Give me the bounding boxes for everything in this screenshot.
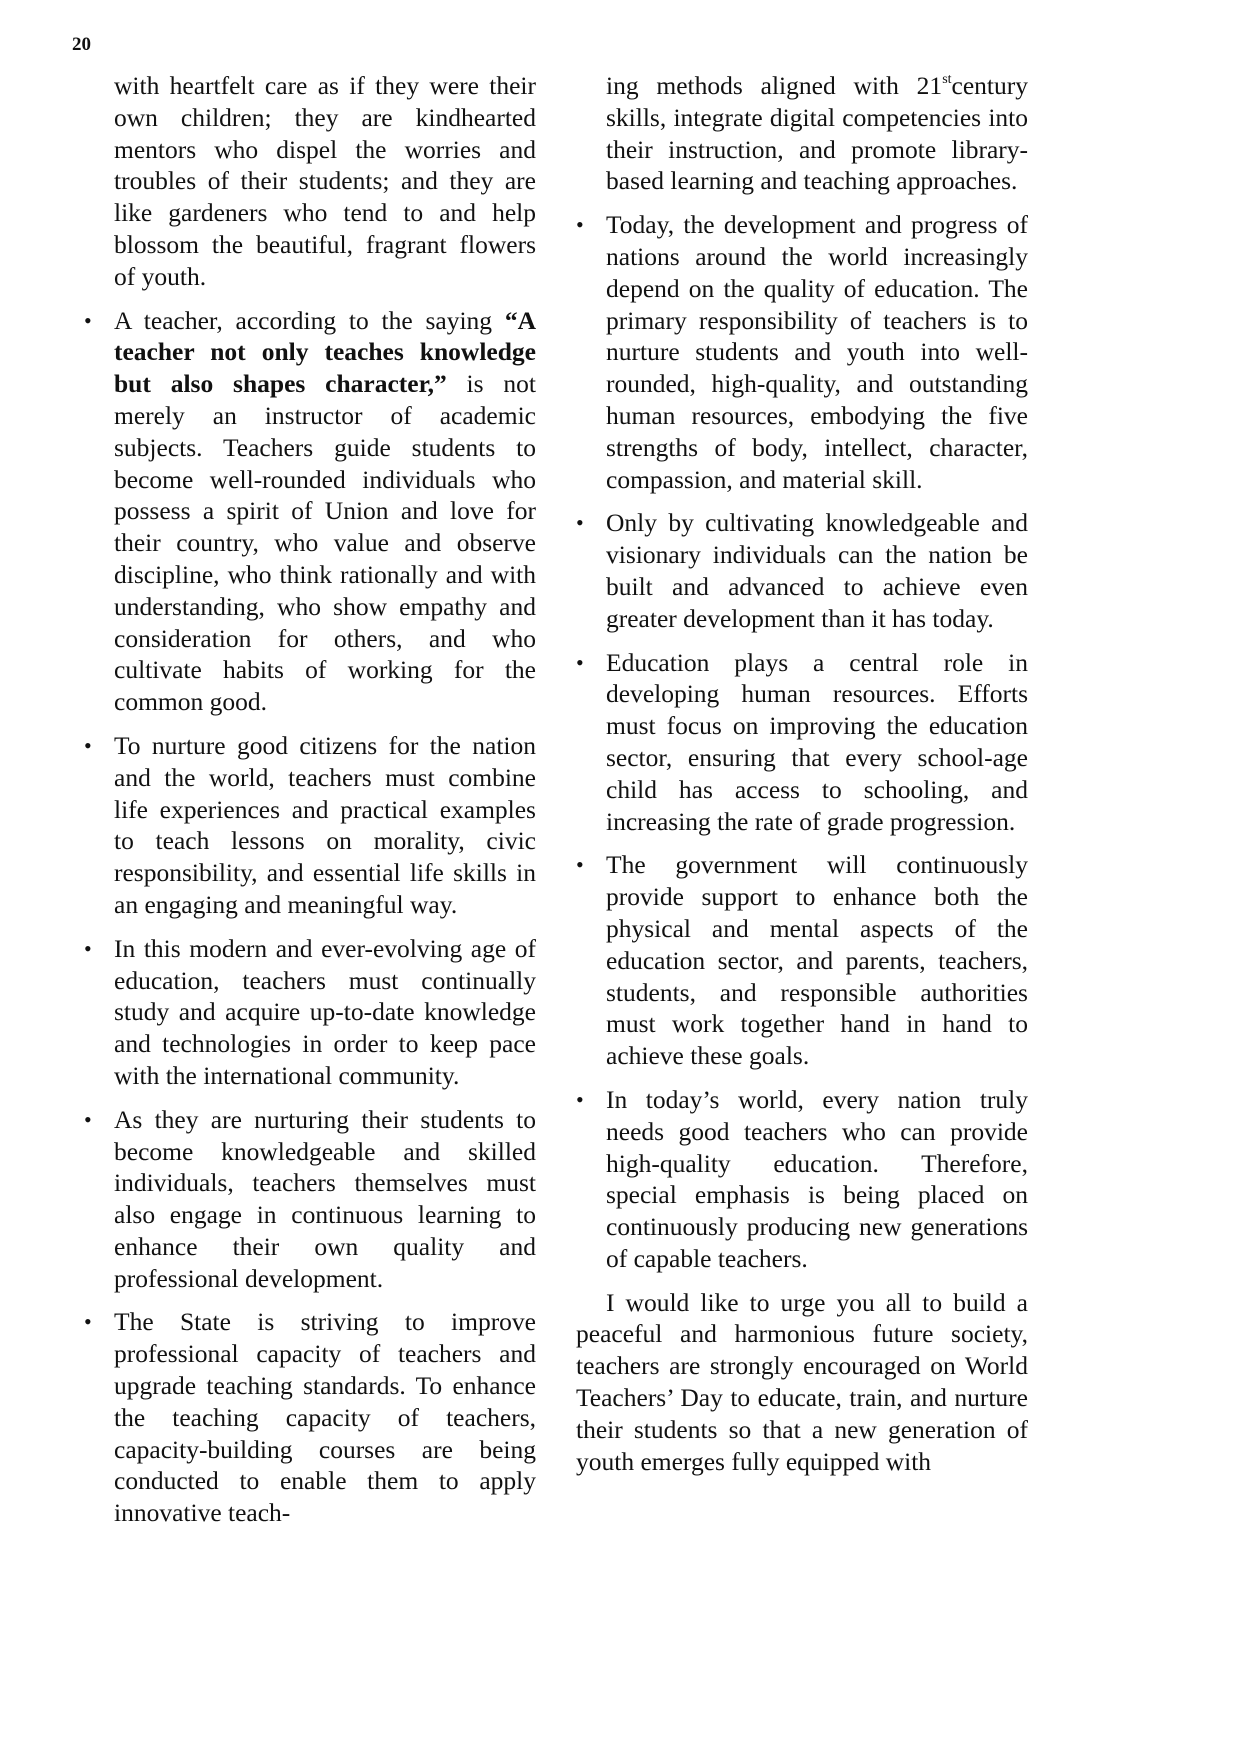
bullet-item: • In today’s world, every nation truly needs good teachers who can provide high-quality education. Therefore, special emphasis is being placed on continuously producing new generations of capable teachers. — [576, 1084, 1028, 1275]
bullet-item: • As they are nurturing their students to become knowledgeable and skilled individuals, teachers themselves must also engage in continuous learning to enhance their own quality and professional development. — [84, 1104, 536, 1295]
closing-paragraph: I would like to urge you all to build a peaceful and harmonious future society, teachers are strongly encouraged on World Teachers’ Day to educate, train, and nurture their students so that a new generation of youth emerges fully equipped with — [576, 1287, 1028, 1476]
bold-quote: “A teacher not only teaches knowledge but also shapes character,” — [114, 305, 536, 399]
bullet-item — [84, 305, 536, 718]
continued-text: ing methods aligned with 21 — [606, 71, 943, 100]
bullet-item: • The State is striving to improve professional capacity of teachers and upgrade teaching standards. To enhance the teaching capacity of teachers, capacity-building courses are being conducted to enable them to apply innovative teach- — [84, 1306, 536, 1529]
right-column — [576, 70, 1028, 1489]
bullet-item: • Only by cultivating knowledgeable and visionary individuals can the nation be built and advanced to achieve even greater development than it has today. — [576, 507, 1028, 634]
bullet-text: A teacher, according to the saying — [114, 305, 505, 335]
left-column — [84, 70, 536, 1541]
continued-paragraph: with heartfelt care as if they were their own children; they are kindhearted mentors who dispel the worries and troubles of their students; and they are like gardeners who tend to and help blossom the beautiful, fragrant flowers of youth. — [114, 71, 536, 291]
bullet-text: is not merely an instructor of academic subjects. Teachers guide students to become well-rounded individuals who possess a spirit of Union and love for their country, who value and observe discipline, who think rationally and with understanding, who show empathy and consideration for others, and who cultivate habits of working for the common good. — [114, 369, 536, 717]
page-number: 20 — [72, 34, 91, 55]
bullet-item: • In this modern and ever-evolving age of education, teachers must continually study and acquire up-to-date knowledge and technologies in order to keep pace with the international community. — [84, 933, 536, 1092]
bullet-item: • To nurture good citizens for the nation and the world, teachers must combine life experiences and practical examples to teach lessons on morality, civic responsibility, and essential life skills in an engaging and meaningful way. — [84, 730, 536, 921]
continued-paragraph — [576, 70, 1028, 197]
bullet-item: • Education plays a central role in developing human resources. Efforts must focus on improving the education sector, ensuring that every school-age child has access to schooling, and increasing the rate of grade progression. — [576, 647, 1028, 838]
continued-text: century skills, integrate digital competencies into their instruction, and promote library-based learning and teaching approaches. — [606, 71, 1028, 196]
superscript: st — [942, 72, 952, 87]
bullet-item: • Today, the development and progress of nations around the world increasingly depend on the quality of education. The primary responsibility of teachers is to nurture students and youth into well-rounded, high-quality, and outstanding human resources, embodying the five strengths of body, intellect, character, compassion, and material skill. — [576, 209, 1028, 495]
bullet-item: • The government will continuously provide support to enhance both the physical and mental aspects of the education sector, and parents, teachers, students, and responsible authorities must work together hand in hand to achieve these goals. — [576, 849, 1028, 1072]
